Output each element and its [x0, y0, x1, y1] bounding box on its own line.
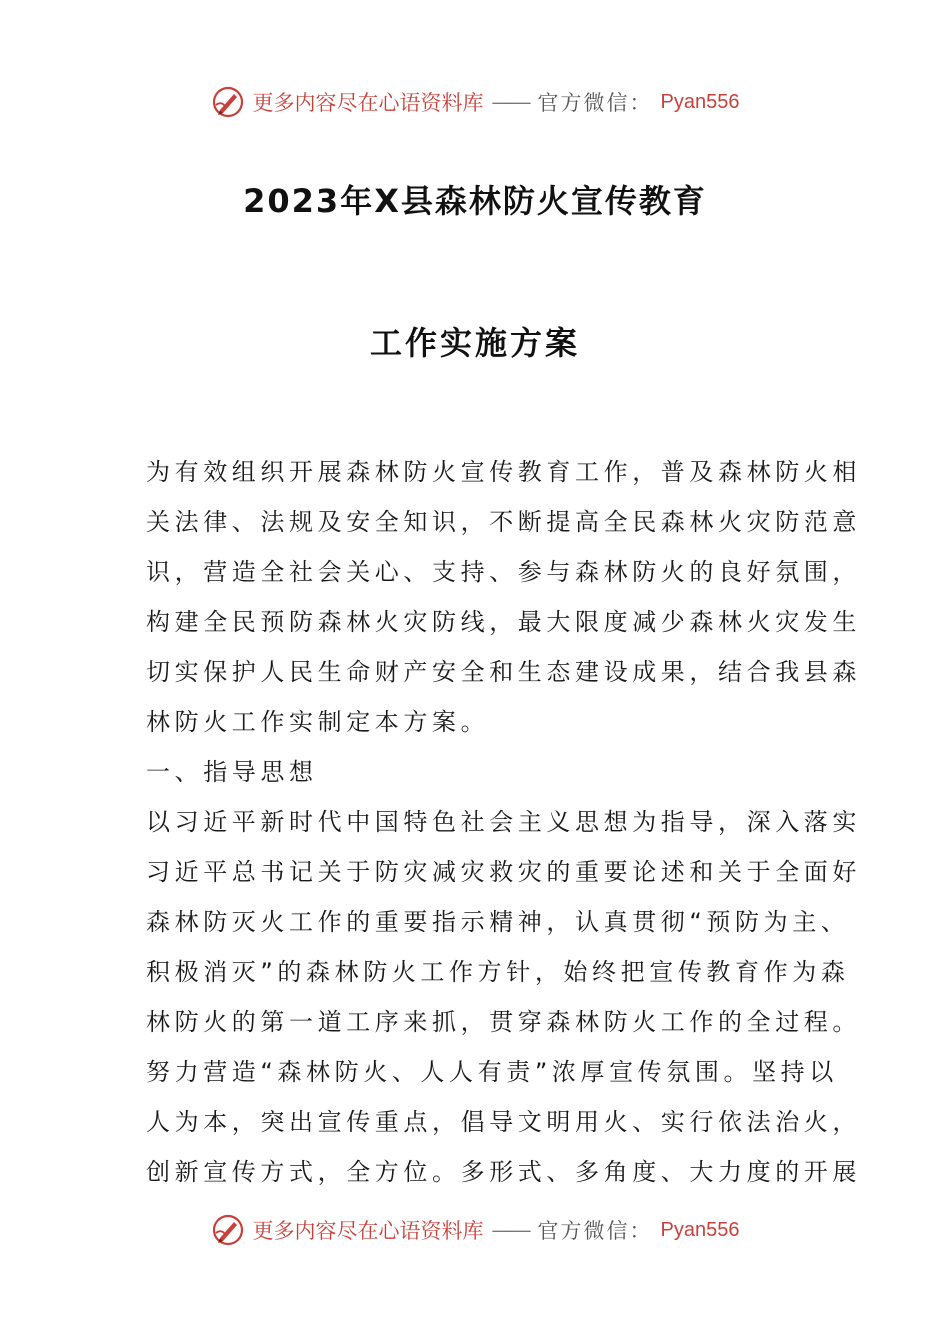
- document-title-line-2: 工作实施方案: [369, 324, 580, 362]
- body-line: 林防火的第一道工序来抓，贯穿森林防火工作的全过程。: [146, 1008, 861, 1036]
- body-line: 努力营造“森林防火、人人有责”浓厚宣传氛围。坚持以: [146, 1058, 838, 1086]
- document-body: [146, 447, 861, 1197]
- watermark-wechat-id: Pyan556: [660, 1218, 740, 1241]
- body-line: 识，营造全社会关心、支持、参与森林防火的良好氛围，: [146, 558, 861, 586]
- body-line: 森林防灭火工作的重要指示精神，认真贯彻“预防为主、: [146, 908, 850, 936]
- body-line: 切实保护人民生命财产安全和生态建设成果，结合我县森: [146, 658, 861, 686]
- body-line: 林防火工作实制定本方案。: [146, 708, 490, 736]
- watermark-main-text: 更多内容尽在心语资料库: [252, 1219, 484, 1243]
- body-line: 关法律、法规及安全知识，不断提高全民森林火灾防范意: [146, 508, 861, 536]
- body-line: 为有效组织开展森林防火宣传教育工作，普及森林防火相: [146, 458, 861, 486]
- pen-circle-logo-icon: [211, 1213, 245, 1247]
- watermark-dash: ——: [491, 1218, 530, 1242]
- watermark-wechat-label: 官方微信：: [537, 91, 653, 115]
- body-line: 以习近平新时代中国特色社会主义思想为指导，深入落实: [146, 808, 861, 836]
- header-watermark: [0, 82, 950, 122]
- body-line: 创新宣传方式，全方位。多形式、多角度、大力度的开展: [146, 1158, 861, 1186]
- watermark-dash: ——: [491, 90, 530, 114]
- body-line: 人为本，突出宣传重点，倡导文明用火、实行依法治火，: [146, 1108, 861, 1136]
- body-line: 习近平总书记关于防灾减灾救灾的重要论述和关于全面好: [146, 858, 861, 886]
- pen-circle-logo-icon: [211, 85, 245, 119]
- watermark-wechat-label: 官方微信：: [537, 1219, 653, 1243]
- watermark-main-text: 更多内容尽在心语资料库: [252, 91, 484, 115]
- document-title-line-1: 2023年X县森林防火宣传教育: [243, 182, 707, 220]
- footer-watermark: [0, 1210, 950, 1250]
- body-line: 构建全民预防森林火灾防线，最大限度减少森林火灾发生: [146, 608, 861, 636]
- watermark-wechat-id: Pyan556: [660, 90, 740, 113]
- body-line: 积极消灭”的森林防火工作方针，始终把宣传教育作为森: [146, 958, 850, 986]
- section-heading: 一、指导思想: [146, 758, 318, 786]
